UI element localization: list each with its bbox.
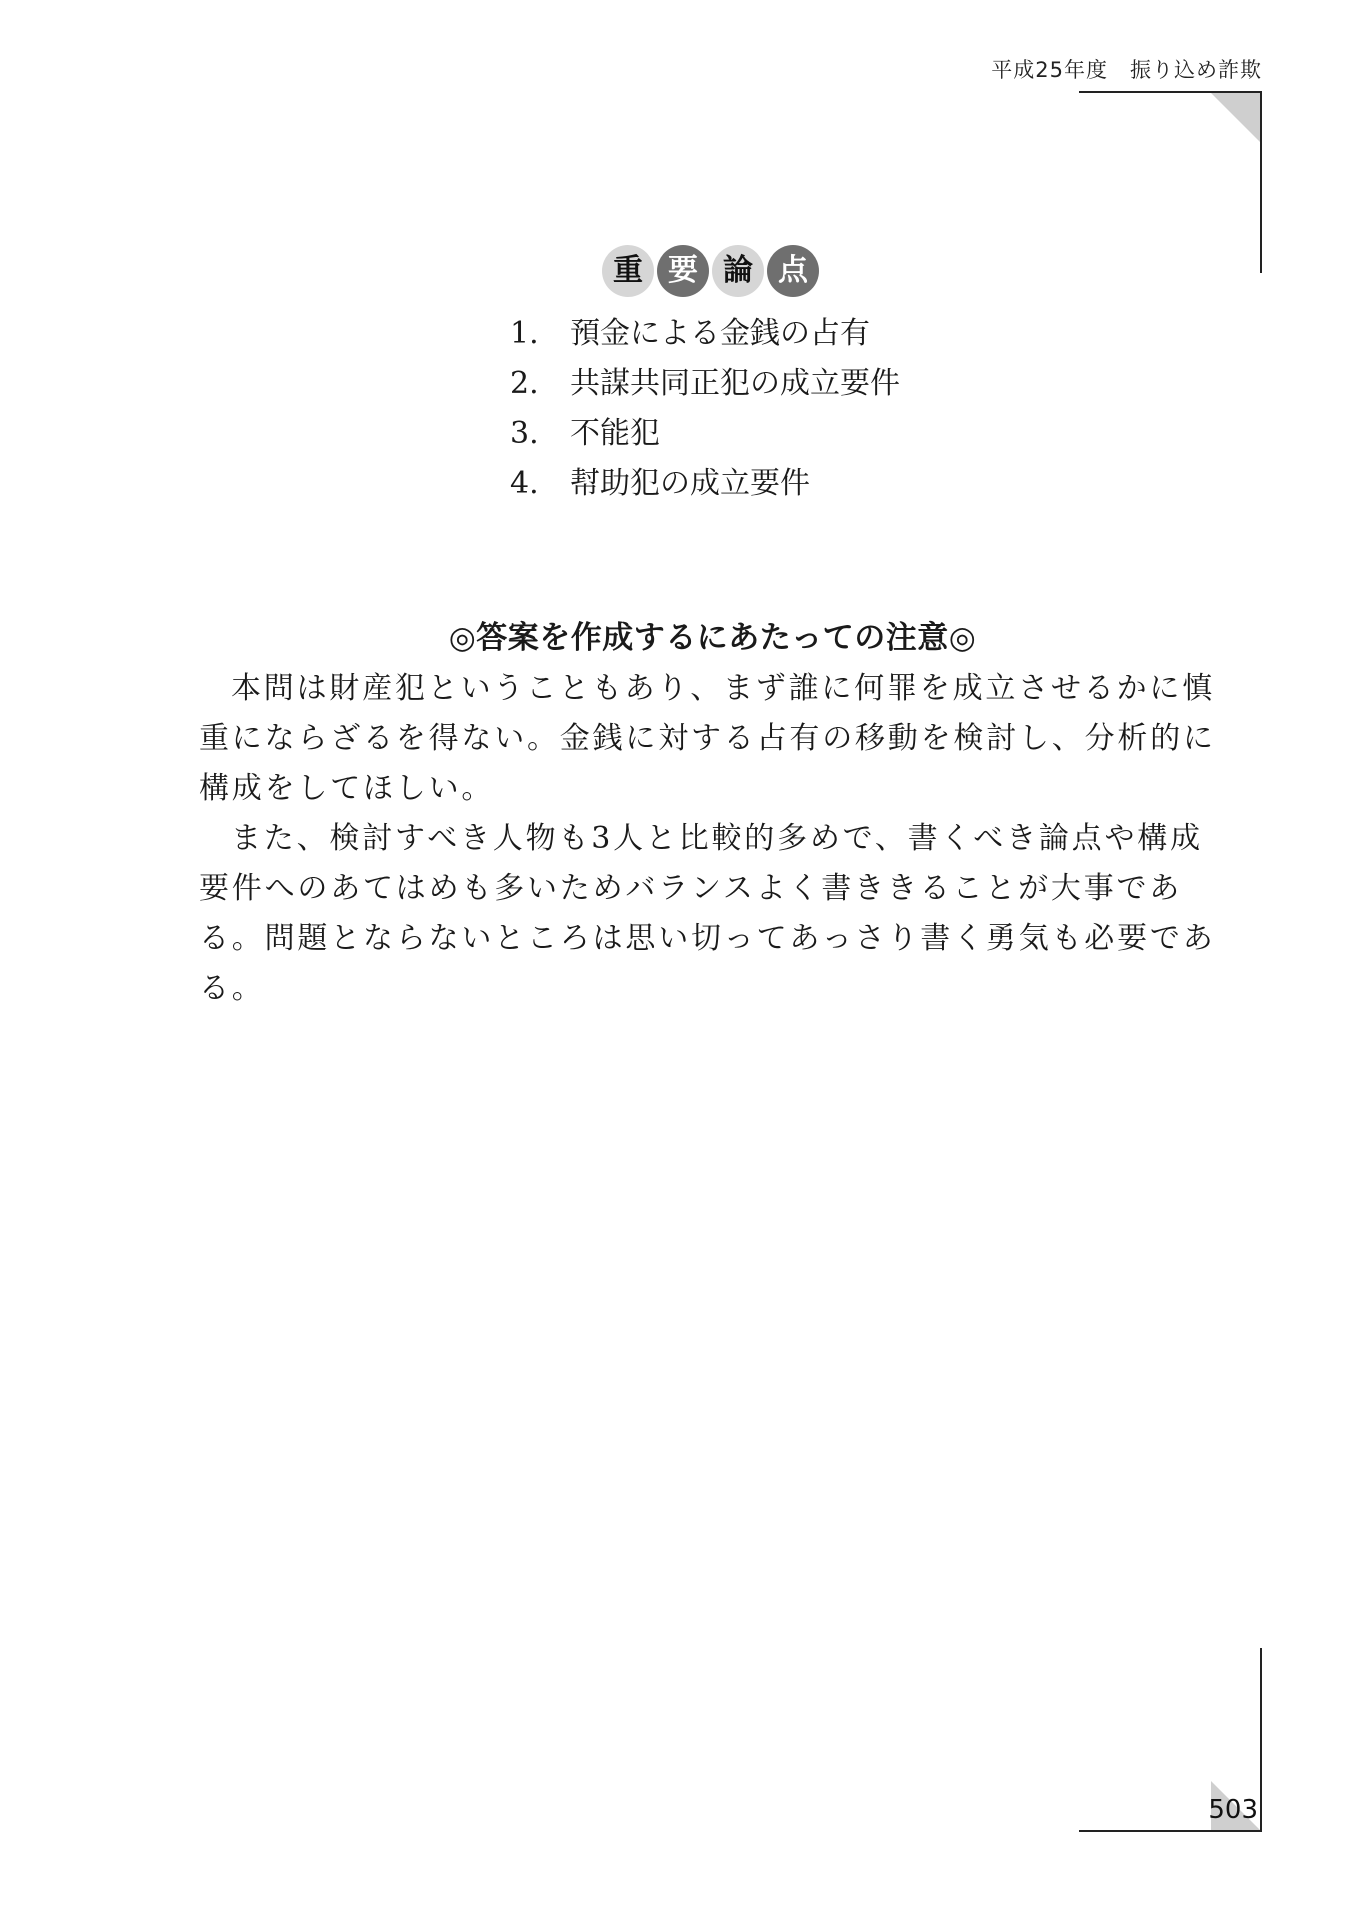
key-point-number: 1. (510, 316, 539, 351)
footer-rule (1079, 1830, 1262, 1832)
key-points-list (510, 309, 900, 509)
page-number: 503 (1208, 1795, 1258, 1825)
key-point-item (510, 359, 900, 409)
header-vertical-rule (1260, 91, 1262, 273)
key-point-text: 幇助犯の成立要件 (570, 466, 810, 501)
key-points-title-char: 重 (602, 245, 654, 297)
key-point-number: 3. (510, 416, 539, 451)
key-point-item (510, 309, 900, 359)
notes-body (199, 664, 1223, 1014)
notes-heading: ◎答案を作成するにあたっての注意◎ (448, 620, 977, 656)
key-point-number: 4. (510, 466, 539, 501)
key-point-item (510, 459, 900, 509)
notes-paragraph: 本問は財産犯ということもあり、まず誰に何罪を成立させるかに慎重にならざるを得ない。金銭に対する占有の移動を検討し、分析的に構成をしてほしい。 (199, 671, 1216, 806)
key-points-title-char: 要 (657, 245, 709, 297)
header-year: 平成25年度 (991, 58, 1108, 82)
key-point-text: 共謀共同正犯の成立要件 (570, 366, 900, 401)
key-point-number: 2. (510, 366, 539, 401)
footer-vertical-rule (1260, 1648, 1262, 1832)
key-points-title (602, 245, 819, 297)
key-points-title-char: 論 (712, 245, 764, 297)
key-point-text: 不能犯 (570, 416, 660, 451)
running-header (991, 54, 1262, 84)
key-points-title-char: 点 (767, 245, 819, 297)
key-point-text: 預金による金銭の占有 (570, 316, 870, 351)
header-topic: 振り込め詐欺 (1130, 58, 1262, 82)
key-point-item (510, 409, 900, 459)
header-corner-triangle (1211, 93, 1260, 142)
notes-paragraph: また、検討すべき人物も3人と比較的多めで、書くべき論点や構成要件へのあてはめも多いためバランスよく書ききることが大事である。問題とならないところは思い切ってあっさり書く勇気も必要である。 (199, 821, 1216, 1006)
